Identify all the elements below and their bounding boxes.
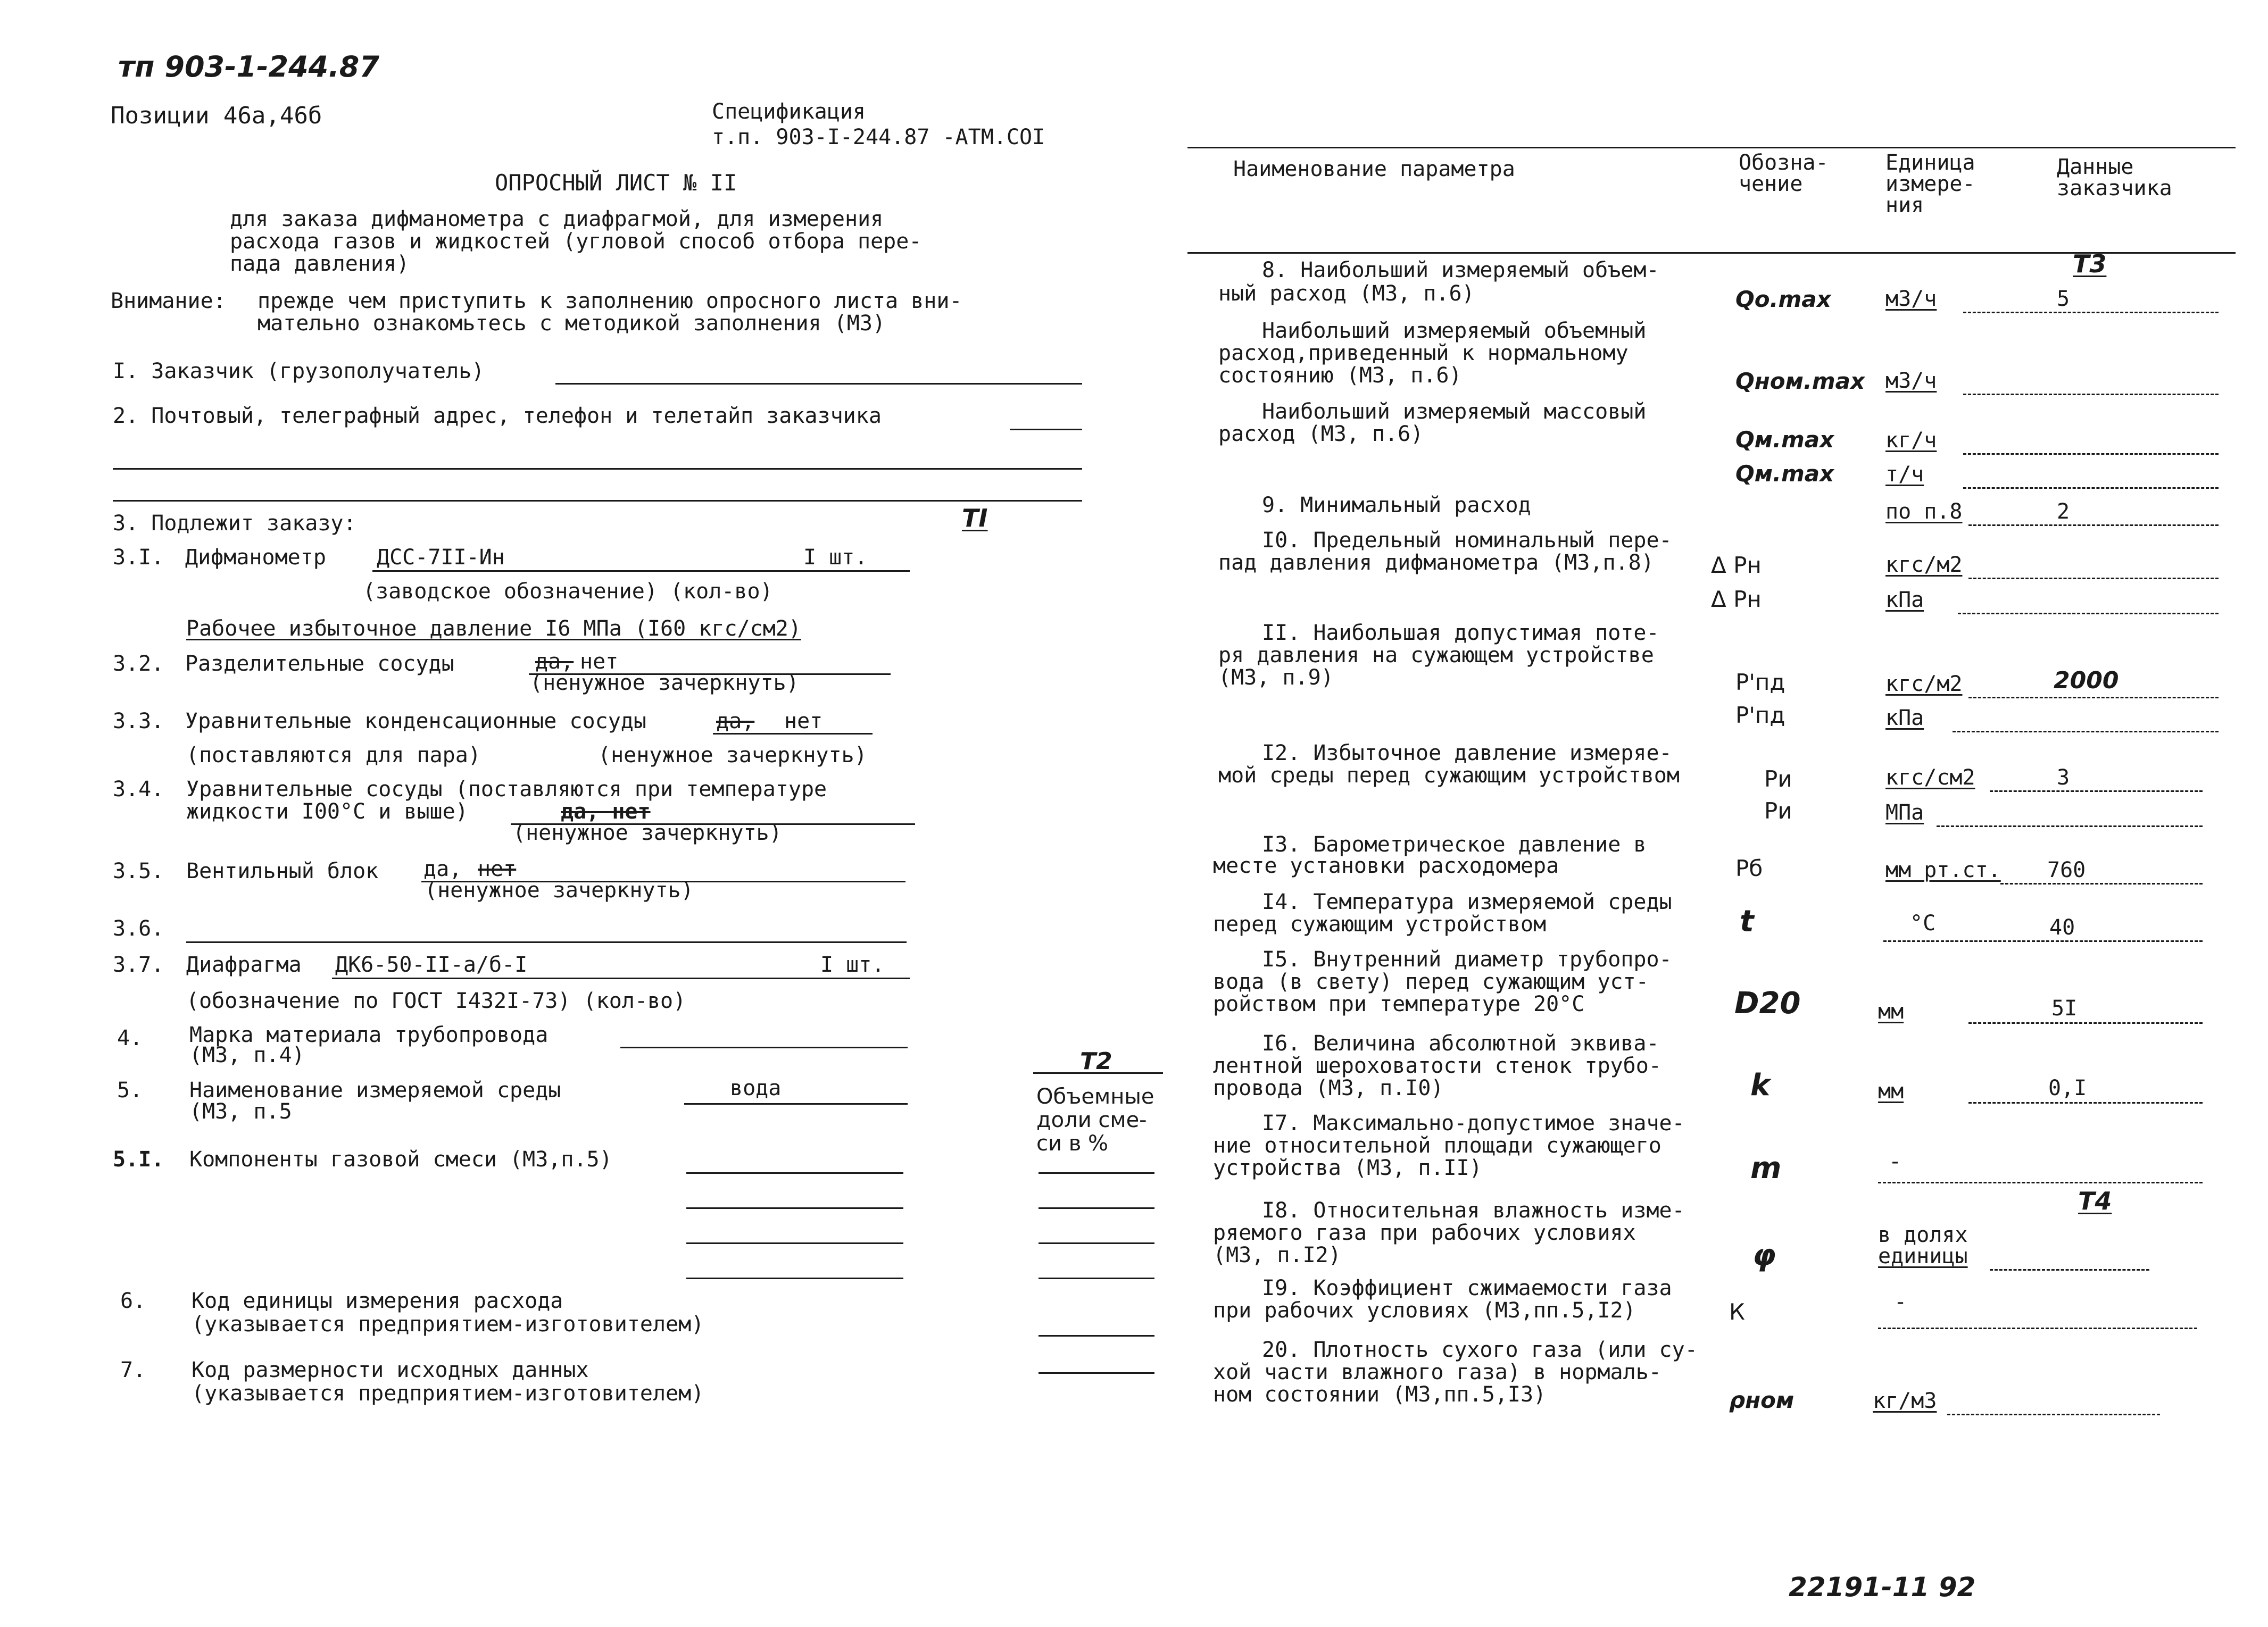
row-8c-symbol: Qм.max [1735,427,1834,453]
customer-label: I. Заказчик (грузополучатель) [113,359,485,383]
item-3-7-label: Диафрагма [186,953,302,977]
header-symbol-2: чение [1739,172,1803,196]
row-13-name-2: месте установки расходомера [1213,854,1559,878]
row-14-symbol: t [1740,904,1754,939]
row-13-unit: мм рт.ст. [1885,858,2001,882]
equalizing-vessels-value[interactable]: да, нет [561,799,651,824]
row-10a-symbol: Δ Рн [1711,552,1762,578]
spec-label: Спецификация [712,99,866,124]
address-field-line-3[interactable] [113,500,1082,502]
address-field[interactable] [1010,429,1082,430]
address-label: 2. Почтовый, телеграфный адрес, телефон и телетайп заказчика [113,404,882,428]
diffmanometer-underline [372,570,910,572]
row-15-name-2: вода (в свету) перед сужающим уст- [1213,970,1649,994]
row-12a-value-line [1990,790,2203,792]
row-8-name-2: ный расход (МЗ, п.6) [1218,281,1475,306]
diaphragm-value[interactable]: ДК6-50-II-а/б-I [335,953,528,977]
row-20-value-line[interactable] [1947,1414,2160,1415]
item-3-6-field[interactable] [186,941,907,943]
valve-block-yes[interactable]: да, [423,857,462,881]
row-16-name-2: лентной шероховатости стенок трубо- [1213,1054,1661,1078]
condensation-vessels-no[interactable]: нет [784,709,823,733]
row-18-name-2: ряемого газа при рабочих условиях [1213,1221,1636,1245]
row-18-value-line[interactable] [1990,1269,2149,1271]
order-header: 3. Подлежит заказу: [113,511,356,536]
row-9-value[interactable]: 2 [2057,499,2070,524]
page-title: ОПРОСНЫЙ ЛИСТ № II [495,170,737,196]
item-3-1-label: Дифманометр [185,545,326,570]
row-17-name-3: устройства (МЗ, п.II) [1213,1156,1482,1180]
item-3-1-note: (заводское обозначение) (кол-во) [363,579,773,604]
row-12a-unit: кгс/см2 [1885,765,1975,790]
row-11b-symbol: Р'пд [1735,702,1785,728]
footer-stamp: 22191-11 92 [1789,1572,1976,1603]
warning-line-2: мательно ознакомьтесь с методикой заполнения (МЗ) [257,311,886,336]
row-8b-unit: м3/ч [1885,369,1937,393]
row-16-symbol: k [1750,1068,1771,1103]
row-8c-unit: кг/ч [1885,428,1937,453]
intro-line-2: расхода газов и жидкостей (угловой способ отбора пере- [230,229,922,254]
row-8d-unit: т/ч [1885,462,1924,487]
row-15-value-line [1968,1022,2203,1024]
row-12a-value[interactable]: 3 [2057,765,2070,790]
row-8-unit: м3/ч [1885,287,1937,311]
row-8d-value-line[interactable] [1963,487,2219,489]
row-20-name-3: ном состоянии (МЗ,пп.5,I3) [1213,1382,1547,1407]
row-18-symbol: φ [1752,1238,1776,1273]
item-7-label-1: Код размерности исходных данных [192,1358,589,1382]
row-12a-symbol: Ри [1764,766,1792,792]
header-parameter-name: Наименование параметра [1233,157,1515,181]
code-stamp: тп 903-1-244.87 [118,50,379,84]
header-data-2: заказчика [2057,176,2172,201]
pipe-material-field[interactable] [620,1047,908,1048]
row-10b-value-line[interactable] [1958,613,2219,614]
row-14-name-2: перед сужающим устройством [1213,912,1547,937]
header-unit-3: ния [1885,193,1924,218]
row-12-name-2: мой среды перед сужающим устройством [1218,763,1680,788]
row-20-symbol: ρном [1729,1387,1795,1413]
row-9-unit: по п.8 [1885,499,1963,524]
item-5-1-label: Компоненты газовой смеси (МЗ,п.5) [189,1147,612,1172]
item-3-5-label: Вентильный блок [186,859,379,883]
row-18-name-1: I8. Относительная влажность изме- [1262,1198,1685,1223]
item-3-7-note: (обозначение по ГОСТ I432I-73) (кол-во) [186,989,686,1013]
item-4-label-2: (МЗ, п.4) [189,1043,305,1067]
item-5-label-2: (МЗ, п.5 [189,1099,292,1124]
row-15-value[interactable]: 5I [2051,996,2078,1021]
row-8-symbol: Qо.max [1735,286,1831,312]
item-3-3-label: Уравнительные конденсационные сосуды [185,709,646,733]
item-6-label-1: Код единицы измерения расхода [192,1289,563,1313]
row-15-unit: мм [1878,999,1904,1024]
row-14-unit: °С [1910,911,1936,936]
row-15-name-3: ройством при температуре 20°С [1213,992,1585,1016]
item-3-2-label: Разделительные сосуды [185,652,454,676]
marker-t2-line [1033,1072,1163,1074]
gas-component-field-4[interactable] [686,1278,903,1279]
row-10a-unit: кгс/м2 [1885,553,1963,577]
row-8b-name-3: состоянию (МЗ, п.6) [1218,363,1462,388]
item-3-7-number: 3.7. [113,953,164,977]
marker-t4: T4 [2078,1187,2112,1215]
intro-line-3: пада давления) [230,252,410,276]
address-field-line-2[interactable] [113,468,1082,470]
item-4-label-1: Марка материала трубопровода [189,1023,549,1047]
row-8c-name-1: Наибольший измеряемый массовый [1262,399,1647,424]
row-11b-value-line[interactable] [1953,731,2219,732]
marker-t1: TI [962,504,988,532]
row-14-name-1: I4. Температура измеряемой среды [1262,890,1672,914]
item-3-2-number: 3.2. [113,652,164,676]
row-11-name-3: (МЗ, п.9) [1218,665,1334,690]
row-15-name-1: I5. Внутренний диаметр трубопро- [1262,947,1672,972]
item-3-2-note: (ненужное зачеркнуть) [530,671,799,695]
valve-block-no[interactable]: нет [478,857,517,881]
row-16-name-1: I6. Величина абсолютной эквива- [1262,1031,1659,1056]
working-pressure: Рабочее избыточное давление I6 МПа (I60 кгс/см2) [186,616,801,641]
diaphragm-qty[interactable]: I шт. [820,953,885,977]
item-3-1-number: 3.I. [113,545,164,570]
row-8-value[interactable]: 5 [2057,287,2070,311]
row-19-value-line [1878,1328,2197,1329]
spec-number: т.п. 903-I-244.87 -АТМ.СОI [712,125,1045,149]
positions-label: Позиции 46а,46б [111,102,322,129]
gas-component-field-1[interactable] [686,1172,903,1174]
row-10b-unit: кПа [1885,588,1924,612]
row-19-value[interactable]: - [1894,1290,1907,1314]
diffmanometer-qty[interactable]: I шт. [803,545,868,570]
row-18-unit-2: единицы [1878,1244,1968,1269]
row-18-unit-1: в долях [1878,1223,1968,1247]
row-16-name-3: провода (МЗ, п.I0) [1213,1076,1444,1100]
warning-line-1: прежде чем приступить к заполнению опросного листа вни- [257,289,962,313]
row-11a-symbol: Р'пд [1735,669,1785,695]
measured-medium-value[interactable]: вода [730,1076,782,1100]
item-5-label-1: Наименование измеряемой среды [189,1078,561,1103]
row-10-name-2: пад давления дифманометра (МЗ,п.8) [1218,550,1654,575]
marker-t2: T2 [1080,1048,1112,1075]
row-10b-symbol: Δ Рн [1711,586,1762,612]
diffmanometer-value[interactable]: ДСС-7II-Ин [377,545,505,570]
row-18-name-3: (МЗ, п.I2) [1213,1243,1341,1267]
measured-medium-underline [684,1103,908,1105]
row-20-name-2: хой части влажного газа) в нормаль- [1213,1360,1661,1384]
row-8b-value-line[interactable] [1963,394,2219,395]
item-3-3-number: 3.3. [113,709,164,733]
item-5-1-number: 5.I. [113,1147,164,1172]
row-12b-symbol: Ри [1764,798,1792,824]
row-15-symbol: D20 [1734,986,1801,1021]
row-10a-value-line[interactable] [1968,578,2219,579]
row-19-symbol: К [1729,1299,1745,1325]
row-8b-name-2: расход,приведенный к нормальному [1218,341,1629,365]
row-12b-value-line[interactable] [1937,825,2203,827]
gas-fraction-field-2[interactable] [1039,1207,1154,1209]
item-6-label-2: (указывается предприятием-изготовителем) [192,1312,704,1337]
gas-fraction-field-4[interactable] [1039,1278,1154,1279]
volume-fractions-label-2: доли сме- [1036,1108,1147,1132]
row-17-value-line [1878,1182,2203,1183]
row-13-name-1: I3. Барометрическое давление в [1262,832,1647,857]
customer-field[interactable] [555,383,1082,385]
separator-vessels-no[interactable]: нет [580,649,619,674]
row-17-value[interactable]: - [1889,1149,1902,1174]
condensation-vessels-underline [713,733,873,735]
row-14-value[interactable]: 40 [2049,915,2075,940]
row-8c-name-2: расход (МЗ, п.6) [1218,422,1424,446]
row-11b-unit: кПа [1885,706,1924,730]
row-16-value-line [1968,1102,2203,1104]
volume-fractions-label-1: Объемные [1036,1084,1154,1109]
row-20-unit: кг/м3 [1873,1389,1937,1413]
row-20-name-1: 20. Плотность сухого газа (или су- [1262,1338,1698,1362]
item-3-6-number: 3.6. [113,916,164,941]
dimension-code-field[interactable] [1039,1372,1154,1374]
row-10-name-1: I0. Предельный номинальный пере- [1262,528,1672,553]
gas-component-field-3[interactable] [686,1242,903,1244]
row-13-value[interactable]: 760 [2047,858,2086,882]
row-9-value-line [1968,524,2219,526]
row-8b-symbol: Qном.max [1735,368,1865,394]
header-symbol-1: Обозна- [1739,151,1829,175]
row-17-symbol: m [1750,1151,1782,1186]
intro-line-1: для заказа дифманометра с диафрагмой, для измерения [230,207,884,231]
separator-vessels-yes[interactable]: да, [535,649,574,674]
header-unit-1: Единица [1885,151,1975,175]
row-11a-value[interactable]: 2000 [2054,667,2119,694]
header-data-1: Данные [2057,155,2134,179]
gas-fraction-field-1[interactable] [1039,1172,1154,1174]
row-13-value-line [2000,883,2203,885]
item-7-label-2: (указывается предприятием-изготовителем) [192,1381,704,1406]
item-7-number: 7. [120,1358,146,1382]
row-11-name-2: ря давления на сужающем устройстве [1218,643,1654,668]
row-8c-value-line[interactable] [1963,453,2219,455]
item-3-5-number: 3.5. [113,859,164,883]
row-8-name-1: 8. Наибольший измеряемый объем- [1262,258,1659,282]
row-19-name-2: при рабочих условиях (МЗ,пп.5,I2) [1213,1298,1636,1323]
row-11-name-1: II. Наибольшая допустимая поте- [1262,621,1659,645]
item-3-3-note: (поставляются для пара) [186,743,481,767]
row-8-value-line [1963,312,2219,313]
item-6-number: 6. [120,1289,146,1313]
item-3-4-note: (ненужное зачеркнуть) [513,821,782,845]
condensation-vessels-yes[interactable]: да, [716,709,755,733]
volume-fractions-label-3: си в % [1036,1131,1108,1156]
row-17-name-1: I7. Максимально-допустимое значе- [1262,1111,1685,1136]
item-5-number: 5. [117,1078,143,1103]
row-12b-unit: МПа [1885,800,1924,825]
item-3-4-label-2: жидкости I00°С и выше) [186,799,468,824]
diaphragm-underline [332,978,910,979]
row-8b-name-1: Наибольший измеряемый объемный [1262,319,1647,343]
row-16-value[interactable]: 0,I [2048,1076,2087,1100]
flow-unit-code-field[interactable] [1039,1335,1154,1337]
row-16-unit: мм [1878,1079,1904,1104]
item-3-3-cross-note: (ненужное зачеркнуть) [598,743,867,767]
item-4-number: 4. [117,1026,143,1050]
warning-label: Внимание: [111,289,226,313]
row-13-symbol: Рб [1735,855,1763,881]
item-3-4-label-1: Уравнительные сосуды (поставляются при температуре [186,777,827,802]
row-17-name-2: ние относительной площади сужающего [1213,1133,1661,1158]
item-3-4-number: 3.4. [113,777,164,802]
header-unit-2: измере- [1885,172,1975,196]
marker-t3: T3 [2073,249,2107,278]
row-11a-value-line [1968,697,2219,698]
gas-fraction-field-3[interactable] [1039,1242,1154,1244]
item-3-5-note: (ненужное зачеркнуть) [425,878,694,903]
row-8d-symbol: Qм.max [1735,461,1834,487]
table-top-rule [1187,147,2236,148]
row-9-name: 9. Минимальный расход [1262,493,1531,518]
row-12-name-1: I2. Избыточное давление измеряе- [1262,741,1672,765]
row-11a-unit: кгс/м2 [1885,672,1963,696]
row-14-value-line [1883,940,2203,942]
row-19-name-1: I9. Коэффициент сжимаемости газа [1262,1276,1672,1300]
gas-component-field-2[interactable] [686,1207,903,1209]
